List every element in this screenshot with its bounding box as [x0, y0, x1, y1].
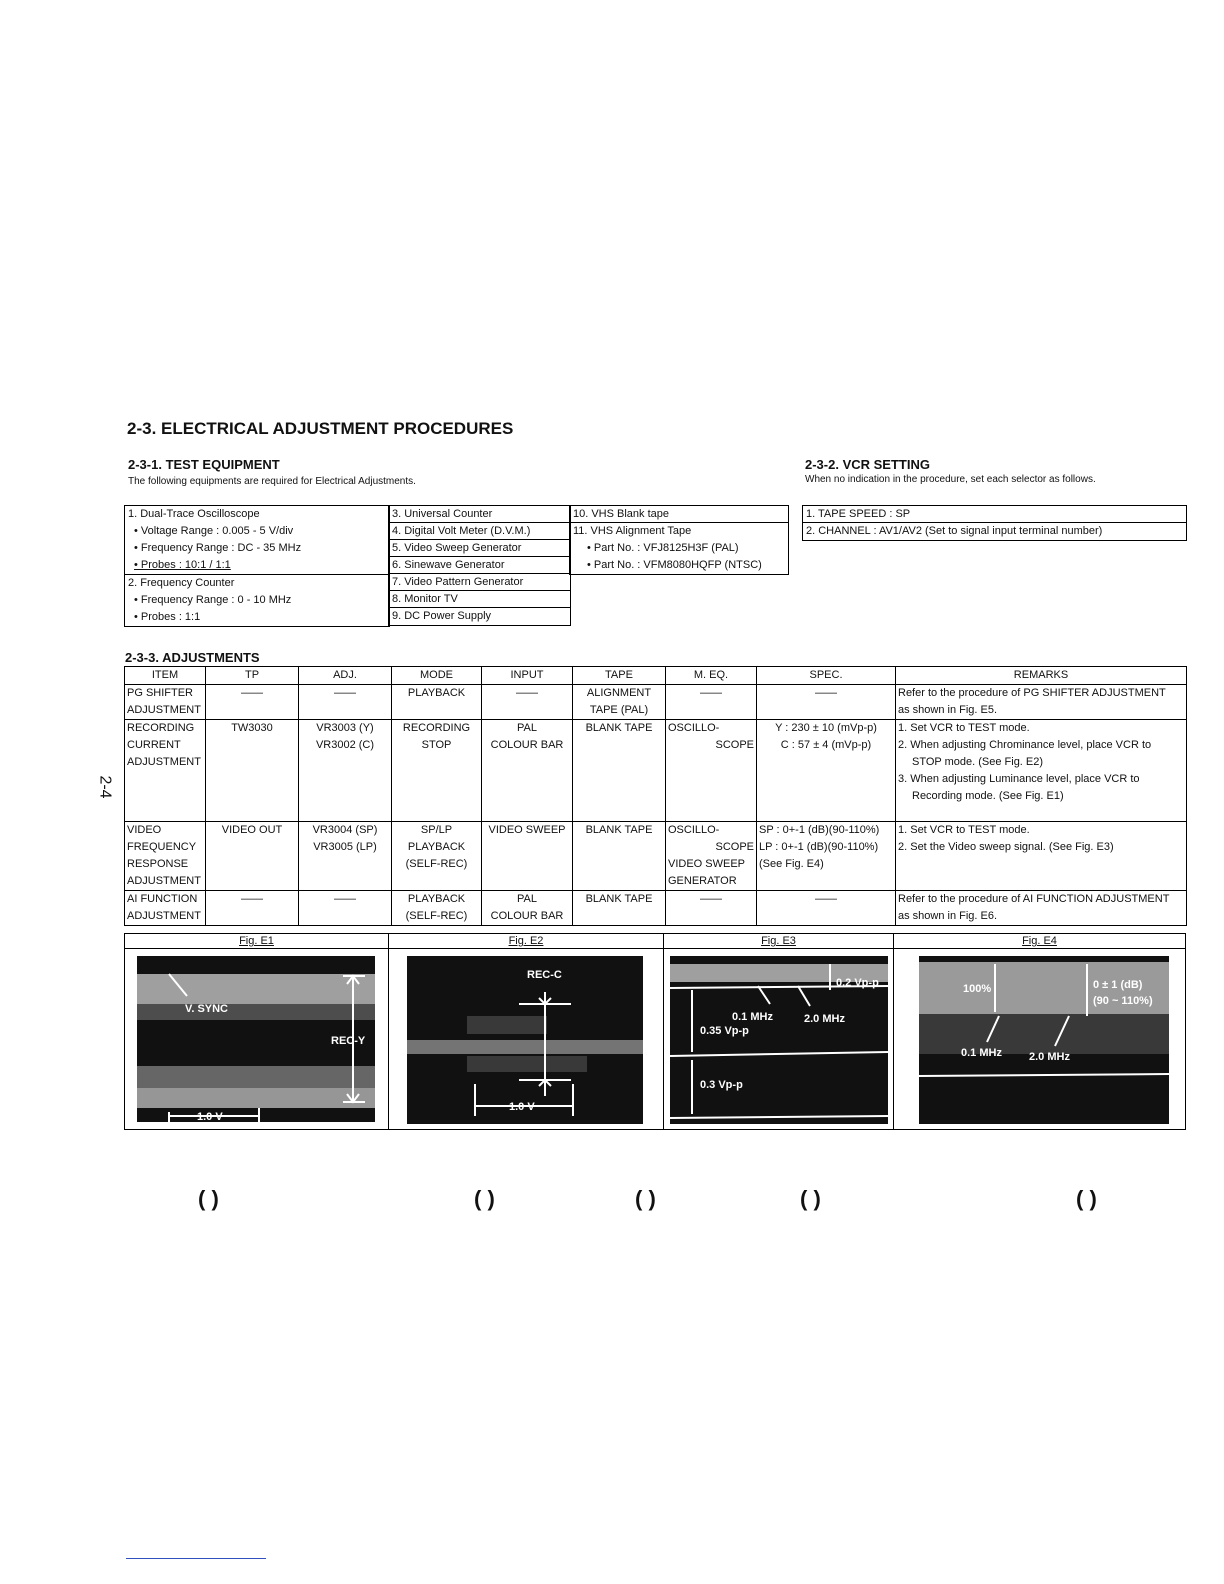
cell-line: SP : 0+-1 (dB)(90-110%): [759, 824, 880, 836]
label-rec-c: REC-C: [527, 969, 562, 981]
equipment-oscilloscope: [125, 506, 389, 575]
empty-dash: [484, 685, 570, 702]
cell-spec: [757, 891, 896, 926]
cell-remarks: [896, 685, 1187, 720]
cell-line: Refer to the procedure of PG SHIFTER ADJUSTMENT: [898, 687, 1166, 699]
cell-line: VIDEO: [127, 824, 162, 836]
cell-line: 2. When adjusting Chrominance level, place VCR to: [898, 739, 1152, 751]
col-header-tp: TP: [206, 667, 299, 685]
cell-remarks: [896, 822, 1187, 891]
figure-e2: [389, 934, 664, 1129]
page-number: 2-4: [96, 775, 114, 799]
cell-line: TAPE (PAL): [589, 704, 649, 716]
label-0-1db: 0 ± 1 (dB): [1093, 979, 1143, 991]
cell-line: VR3002 (C): [315, 739, 375, 751]
figure-caption: Fig. E3: [664, 934, 893, 949]
cell-line: ADJUSTMENT: [127, 756, 201, 768]
col-header-tape: TAPE: [573, 667, 666, 685]
cell-line: 3. When adjusting Luminance level, place VCR to: [898, 773, 1140, 785]
binding-mark: ( ): [800, 1186, 821, 1211]
cell-input: [482, 822, 573, 891]
test-equipment-intro: The following equipments are required for Electrical Adjustments.: [128, 476, 416, 487]
equipment-item: 2. Frequency Counter: [128, 577, 235, 589]
cell-spec: [757, 685, 896, 720]
cell-meq: [666, 685, 757, 720]
cell-line: Refer to the procedure of AI FUNCTION ADJUSTMENT: [898, 893, 1170, 905]
cell-mode: [392, 891, 482, 926]
cell-line: Y : 230 ± 10 (mVp-p): [775, 722, 877, 734]
empty-dash: [759, 891, 893, 908]
table-row: [125, 720, 1187, 822]
table-row: [125, 822, 1187, 891]
equipment-alignment-tape: [570, 523, 788, 574]
cell-input: [482, 891, 573, 926]
label-rec-y: REC-Y: [331, 1035, 366, 1047]
empty-dash: [759, 685, 893, 702]
cell-line: CURRENT: [127, 739, 181, 751]
cell-line: Recording mode. (See Fig. E1): [912, 790, 1064, 802]
cell-line: 1. Set VCR to TEST mode.: [898, 824, 1030, 836]
cell-line: as shown in Fig. E6.: [898, 910, 998, 922]
cell-line: (SELF-REC): [405, 858, 468, 870]
cell-meq: [666, 720, 757, 822]
label-035vpp: 0.35 Vp-p: [700, 1025, 749, 1037]
cell-adj: [299, 891, 392, 926]
label-20mhz: 2.0 MHz: [1029, 1051, 1070, 1063]
cell-tape: [573, 822, 666, 891]
adjustments-table: [124, 666, 1187, 926]
col-header-mode: MODE: [392, 667, 482, 685]
cell-tp: TW3030: [206, 720, 299, 822]
waveform-e3: [670, 956, 888, 1124]
label-1v: 1.0 V: [509, 1101, 535, 1113]
cell-item: [125, 822, 206, 891]
cell-adj: [299, 685, 392, 720]
page-title: 2-3. ELECTRICAL ADJUSTMENT PROCEDURES: [127, 419, 514, 438]
cell-line: LP : 0+-1 (dB)(90-110%): [759, 841, 879, 853]
cell-item: [125, 685, 206, 720]
cell-line: VIDEO SWEEP: [488, 824, 566, 836]
cell-tp: VIDEO OUT: [206, 822, 299, 891]
cell-line: PLAYBACK: [407, 893, 466, 905]
equipment-spec: • Part No. : VFM8080HQFP (NTSC): [587, 559, 762, 571]
equipment-item: 7. Video Pattern Generator: [389, 574, 570, 591]
cell-line: PAL: [517, 722, 537, 734]
cell-line: COLOUR BAR: [490, 910, 564, 922]
cell-line: PLAYBACK: [407, 841, 466, 853]
cell-line: AI FUNCTION: [127, 893, 198, 905]
cell-line: 2. Set the Video sweep signal. (See Fig. E3): [898, 841, 1114, 853]
cell-tp: [206, 685, 299, 720]
cell-remarks: [896, 891, 1187, 926]
label-1v: 1.0 V: [197, 1111, 223, 1122]
cell-mode: [392, 685, 482, 720]
cell-item: [125, 720, 206, 822]
cell-line: OSCILLO-: [668, 722, 720, 734]
vcr-setting-heading: 2-3-2. VCR SETTING: [805, 457, 930, 472]
binding-mark: ( ): [198, 1186, 219, 1211]
cell-input: [482, 720, 573, 822]
cell-line: (SELF-REC): [405, 910, 468, 922]
cell-line: FREQUENCY: [127, 841, 197, 853]
figure-caption: Fig. E2: [389, 934, 663, 949]
label-20mhz: 2.0 MHz: [804, 1013, 845, 1025]
table-header-row: [125, 667, 1187, 685]
cell-meq: [666, 822, 757, 891]
cell-remarks: [896, 720, 1187, 822]
empty-dash: [668, 891, 754, 908]
cell-line: STOP: [421, 739, 452, 751]
cell-line: (See Fig. E4): [759, 858, 824, 870]
label-90-110: (90 ~ 110%): [1093, 995, 1153, 1007]
equipment-item: 11. VHS Alignment Tape: [573, 525, 692, 537]
binding-mark: ( ): [1076, 1186, 1097, 1211]
adjustments-heading: 2-3-3. ADJUSTMENTS: [125, 650, 260, 665]
cell-line: PLAYBACK: [407, 687, 466, 699]
vcr-setting-item: 2. CHANNEL : AV1/AV2 (Set to signal input terminal number): [806, 525, 1103, 537]
equipment-item: 4. Digital Volt Meter (D.V.M.): [389, 523, 570, 540]
equipment-spec: • Voltage Range : 0.005 - 5 V/div: [134, 525, 294, 537]
waveform-e1: [137, 956, 375, 1122]
empty-dash: [301, 685, 389, 702]
cell-mode: [392, 720, 482, 822]
cell-line: BLANK TAPE: [585, 722, 653, 734]
cell-line: ADJUSTMENT: [127, 875, 201, 887]
vcr-setting-box: [802, 505, 1187, 541]
figure-e4: [894, 934, 1185, 1129]
equipment-spec: • Frequency Range : 0 - 10 MHz: [134, 594, 292, 606]
cell-tape: [573, 891, 666, 926]
cell-line: VIDEO SWEEP: [668, 858, 746, 870]
label-100pct: 100%: [963, 983, 992, 995]
equipment-item: 10. VHS Blank tape: [570, 506, 788, 523]
equipment-column-1: [124, 505, 390, 627]
col-header-spec: SPEC.: [757, 667, 896, 685]
col-header-adj: ADJ.: [299, 667, 392, 685]
col-header-input: INPUT: [482, 667, 573, 685]
equipment-item: 9. DC Power Supply: [392, 610, 492, 622]
cell-spec: [757, 720, 896, 822]
figure-e1: [125, 934, 389, 1129]
label-03vpp: 0.3 Vp-p: [700, 1079, 743, 1091]
cell-line: 1. Set VCR to TEST mode.: [898, 722, 1030, 734]
empty-dash: [208, 685, 296, 702]
equipment-spec: • Probes : 10:1 / 1:1: [134, 559, 231, 571]
table-row: [125, 891, 1187, 926]
figure-row: [124, 933, 1186, 1130]
cell-line: SCOPE: [715, 841, 754, 853]
equipment-column-2: [388, 505, 571, 626]
equipment-item: 1. Dual-Trace Oscilloscope: [128, 508, 260, 520]
label-01mhz: 0.1 MHz: [961, 1047, 1002, 1059]
equipment-item: 8. Monitor TV: [389, 591, 570, 608]
cell-line: STOP mode. (See Fig. E2): [912, 756, 1044, 768]
cell-line: SCOPE: [715, 739, 754, 751]
cell-line: COLOUR BAR: [490, 739, 564, 751]
cell-line: as shown in Fig. E5.: [898, 704, 998, 716]
cell-input: [482, 685, 573, 720]
cell-line: BLANK TAPE: [585, 893, 653, 905]
equipment-item: 6. Sinewave Generator: [389, 557, 570, 574]
cell-item: [125, 891, 206, 926]
cell-line: VR3003 (Y): [316, 722, 374, 734]
cell-spec: [757, 822, 896, 891]
cell-adj: [299, 720, 392, 822]
waveform-e4: [919, 956, 1169, 1124]
figure-e3: [664, 934, 894, 1129]
cell-line: ADJUSTMENT: [127, 910, 201, 922]
col-header-remarks: REMARKS: [896, 667, 1187, 685]
equipment-frequency-counter: [125, 575, 389, 626]
cell-line: VR3005 (LP): [313, 841, 377, 853]
waveform-e2: [407, 956, 643, 1124]
cell-line: BLANK TAPE: [585, 824, 653, 836]
cell-meq: [666, 891, 757, 926]
cell-adj: [299, 822, 392, 891]
vcr-setting-item: 1. TAPE SPEED : SP: [803, 506, 1186, 523]
cell-line: RECORDING: [402, 722, 471, 734]
cell-line: RECORDING: [127, 722, 195, 734]
test-equipment-heading: 2-3-1. TEST EQUIPMENT: [128, 457, 280, 472]
cell-mode: [392, 822, 482, 891]
label-02vpp: 0.2 Vp-p: [836, 977, 879, 989]
cell-line: SP/LP: [420, 824, 453, 836]
cell-line: PG SHIFTER: [127, 687, 194, 699]
empty-dash: [208, 891, 296, 908]
equipment-item: 3. Universal Counter: [389, 506, 570, 523]
col-header-meq: M. EQ.: [666, 667, 757, 685]
cell-line: C : 57 ± 4 (mVp-p): [780, 739, 872, 751]
cell-line: ALIGNMENT: [586, 687, 652, 699]
cell-line: OSCILLO-: [668, 824, 720, 836]
figure-caption: Fig. E4: [894, 934, 1185, 949]
binding-mark: ( ): [635, 1186, 656, 1211]
cell-line: VR3004 (SP): [312, 824, 378, 836]
label-vsync: V. SYNC: [185, 1003, 229, 1015]
cell-line: PAL: [517, 893, 537, 905]
label-01mhz: 0.1 MHz: [732, 1011, 773, 1023]
equipment-item: 5. Video Sweep Generator: [389, 540, 570, 557]
cell-tape: [573, 720, 666, 822]
empty-dash: [301, 891, 389, 908]
table-row: [125, 685, 1187, 720]
vcr-setting-intro: When no indication in the procedure, set each selector as follows.: [805, 474, 1096, 485]
cell-line: ADJUSTMENT: [127, 704, 201, 716]
binding-mark: ( ): [474, 1186, 495, 1211]
col-header-item: ITEM: [125, 667, 206, 685]
equipment-column-3: [569, 505, 789, 575]
cell-line: RESPONSE: [127, 858, 189, 870]
footer-rule: [126, 1558, 266, 1559]
cell-tp: [206, 891, 299, 926]
cell-line: GENERATOR: [668, 875, 737, 887]
equipment-spec: • Probes : 1:1: [134, 611, 201, 623]
equipment-spec: • Frequency Range : DC - 35 MHz: [134, 542, 302, 554]
cell-tape: [573, 685, 666, 720]
equipment-spec: • Part No. : VFJ8125H3F (PAL): [587, 542, 739, 554]
figure-caption: Fig. E1: [125, 934, 388, 949]
empty-dash: [668, 685, 754, 702]
